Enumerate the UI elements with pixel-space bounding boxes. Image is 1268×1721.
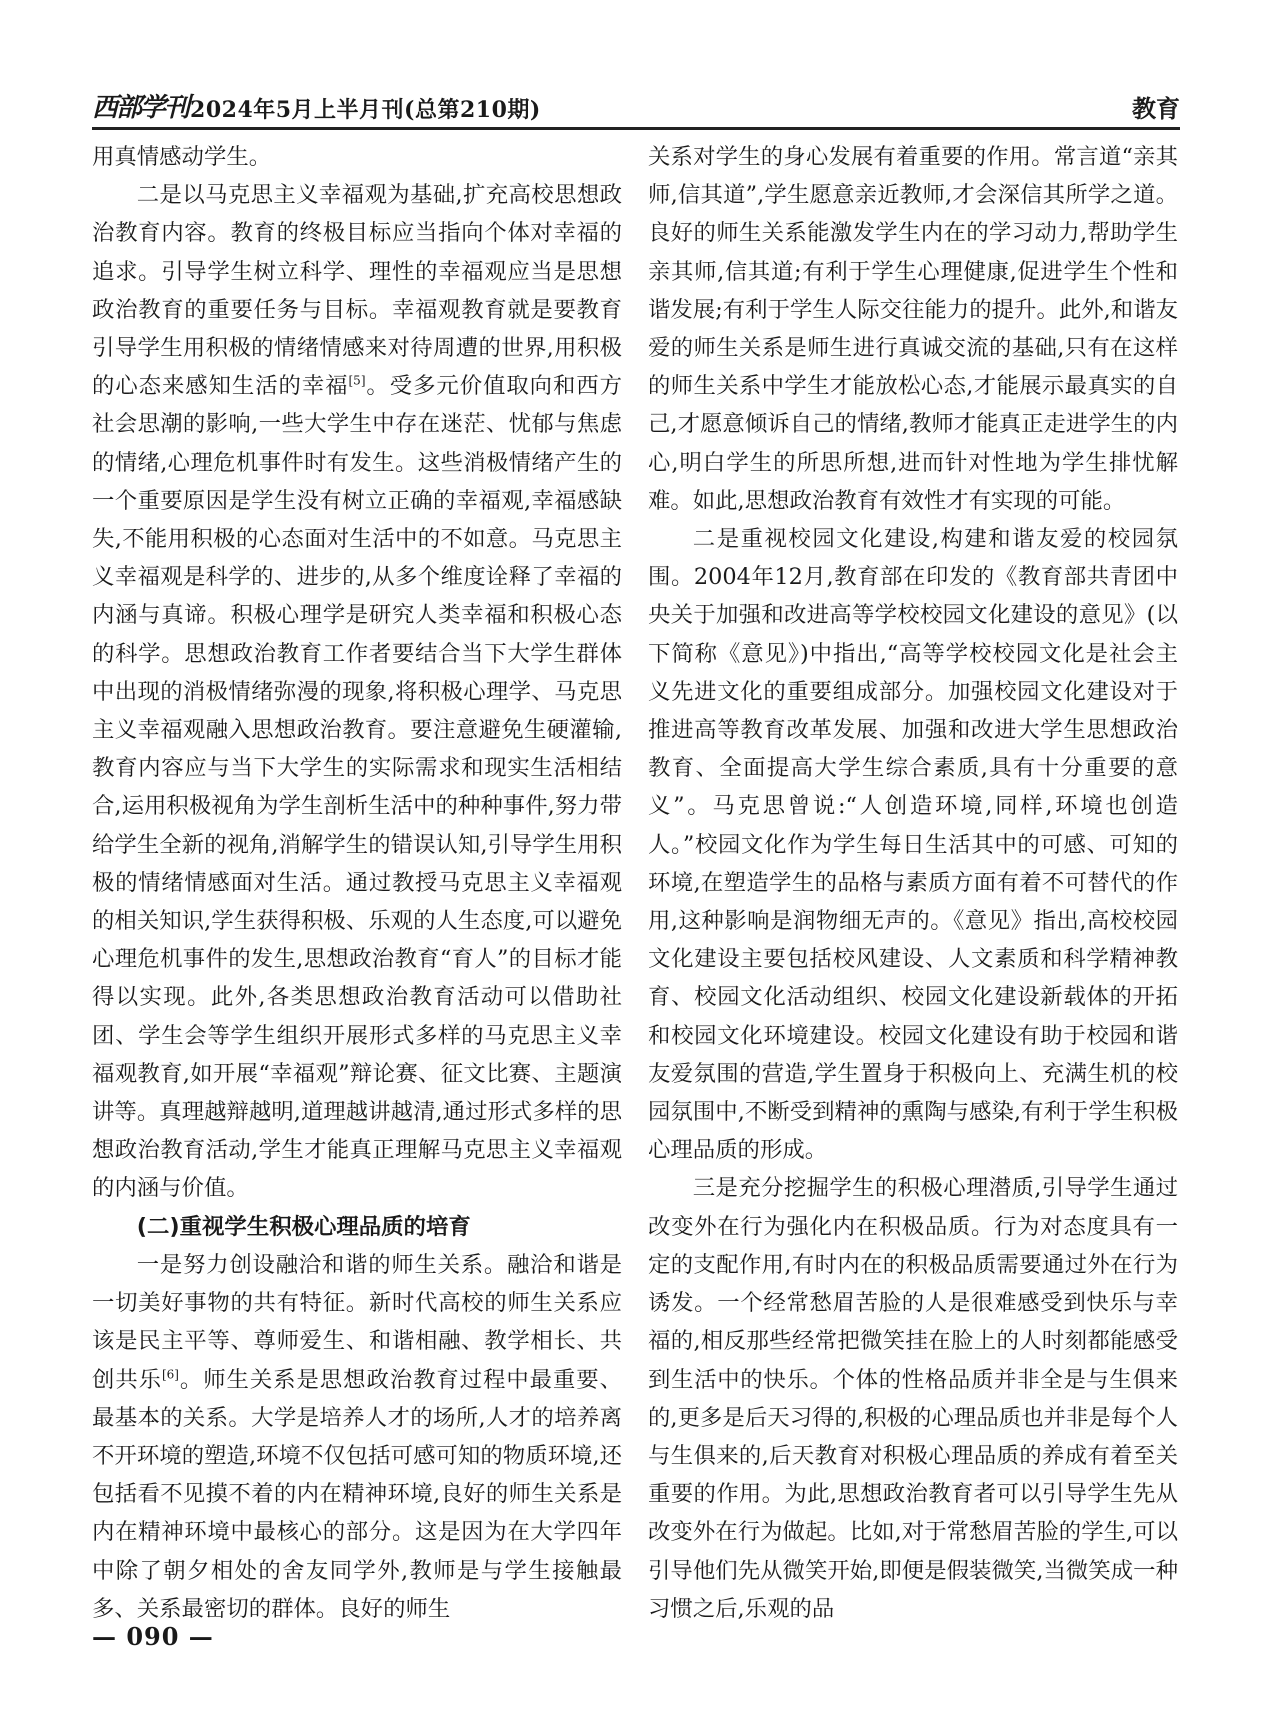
paragraph-text: 。师生关系是思想政治教育过程中最重要、最基本的关系。大学是培养人才的场所,人才的培养离不开环境的塑造,环境不仅包括可感可知的物质环境,还包括看不见摸不着的内在精神环境,良好的师生关系是内在精神环境中最核心的部分。这是因为在大学四年中除了朝夕相处的舍友同学外,教师是与学生接触最多、关系最密切的群体。良好的师生 <box>92 1366 623 1622</box>
paragraph <box>92 1246 622 1628</box>
paragraph: 二是重视校园文化建设,构建和谐友爱的校园氛围。2004年12月,教育部在印发的《教育部共青团中央关于加强和改进高等学校校园文化建设的意见》(以下简称《意见》)中指出,“高等学校校园文化是社会主义先进文化的重要组成部分。加强校园文化建设对于推进高等教育改革发展、加强和改进大学生思想政治教育、全面提高大学生综合素质,具有十分重要的意义”。马克思曾说:“人创造环境,同样,环境也创造人。”校园文化作为学生每日生活其中的可感、可知的环境,在塑造学生的品格与素质方面有着不可替代的作用,这种影响是润物细无声的。《意见》指出,高校校园文化建设主要包括校风建设、人文素质和科学精神教育、校园文化活动组织、校园文化建设新载体的开拓和校园文化环境建设。校园文化建设有助于校园和谐友爱氛围的营造,学生置身于积极向上、充满生机的校园氛围中,不断受到精神的熏陶与感染,有利于学生积极心理品质的形成。 <box>648 526 1178 1164</box>
section-label: 教育 <box>1132 95 1180 123</box>
journal-info <box>92 87 541 124</box>
section-heading: (二)重视学生积极心理品质的培育 <box>136 1213 471 1240</box>
left-column <box>92 138 622 1628</box>
paragraph-text: 。受多元价值取向和西方社会思潮的影响,一些大学生中存在迷茫、忧郁与焦虑的情绪,心理危机事件时有发生。这些消极情绪产生的一个重要原因是学生没有树立正确的幸福观,幸福感缺失,不能用积极的心态面对生活中的不如意。马克思主义幸福观是科学的、进步的,从多个维度诠释了幸福的内涵与真谛。积极心理学是研究人类幸福和积极心态的科学。思想政治教育工作者要结合当下大学生群体中出现的消极情绪弥漫的现象,将积极心理学、马克思主义幸福观融入思想政治教育。要注意避免生硬灌输,教育内容应与当下大学生的实际需求和现实生活相结合,运用积极视角为学生剖析生活中的种种事件,努力带给学生全新的视角,消解学生的错误认知,引导学生用积极的情绪情感面对生活。通过教授马克思主义幸福观的相关知识,学生获得积极、乐观的人生态度,可以避免心理危机事件的发生,思想政治教育“育人”的目标才能得以实现。此外,各类思想政治教育活动可以借助社团、学生会等学生组织开展形式多样的马克思主义幸福观教育,如开展“幸福观”辩论赛、征文比赛、主题演讲等。真理越辩越明,道理越讲越清,通过形式多样的思想政治教育活动,学生才能真正理解马克思主义幸福观的内涵与价值。 <box>92 373 622 1202</box>
page-header <box>92 84 1180 130</box>
paragraph-text: 一是努力创设融洽和谐的师生关系。融洽和谐是一切美好事物的共有特征。新时代高校的师生关系应该是民主平等、尊师爱生、和谐相融、教学相长、共创共乐 <box>92 1251 622 1393</box>
paragraph-text: 二是以马克思主义幸福观为基础,扩充高校思想政治教育内容。教育的终极目标应当指向个体对幸福的追求。引导学生树立科学、理性的幸福观应当是思想政治教育的重要任务与目标。幸福观教育就是要教育引导学生用积极的情绪情感来对待周遭的世界,用积极的心态来感知生活的幸福 <box>92 182 622 400</box>
issue-info: 2024年5月上半月刊(总第210期) <box>190 97 541 123</box>
paragraph: 关系对学生的身心发展有着重要的作用。常言道“亲其师,信其道”,学生愿意亲近教师,才会深信其所学之道。良好的师生关系能激发学生内在的学习动力,帮助学生亲其师,信其道;有利于学生心理健康,促进学生个性和谐发展;有利于学生人际交往能力的提升。此外,和谐友爱的师生关系是师生进行真诚交流的基础,只有在这样的师生关系中学生才能放松心态,才能展示最真实的自己,才愿意倾诉自己的情绪,教师才能真正走进学生的内心,明白学生的所思所想,进而针对性地为学生排忧解难。如此,思想政治教育有效性才有实现的可能。 <box>648 144 1178 514</box>
paragraph <box>92 176 622 1207</box>
paragraph: 用真情感动学生。 <box>92 144 272 170</box>
citation-ref: [6] <box>161 1367 179 1382</box>
paragraph: 三是充分挖掘学生的积极心理潜质,引导学生通过改变外在行为强化内在积极品质。行为对态度具有一定的支配作用,有时内在的积极品质需要通过外在行为诱发。一个经常愁眉苦脸的人是很难感受到快乐与幸福的,相反那些经常把微笑挂在脸上的人时刻都能感受到生活中的快乐。个体的性格品质并非全是与生俱来的,更多是后天习得的,积极的心理品质也并非是每个人与生俱来的,后天教育对积极心理品质的养成有着至关重要的作用。为此,思想政治教育者可以引导学生先从改变外在行为做起。比如,对于常愁眉苦脸的学生,可以引导他们先从微笑开始,即便是假装微笑,当微笑成一种习惯之后,乐观的品 <box>648 1175 1178 1622</box>
journal-logo: 西部学刊 <box>92 93 189 123</box>
citation-ref: [5] <box>348 373 366 388</box>
page-number: — 090 — <box>92 1622 214 1651</box>
right-column <box>648 138 1178 1628</box>
